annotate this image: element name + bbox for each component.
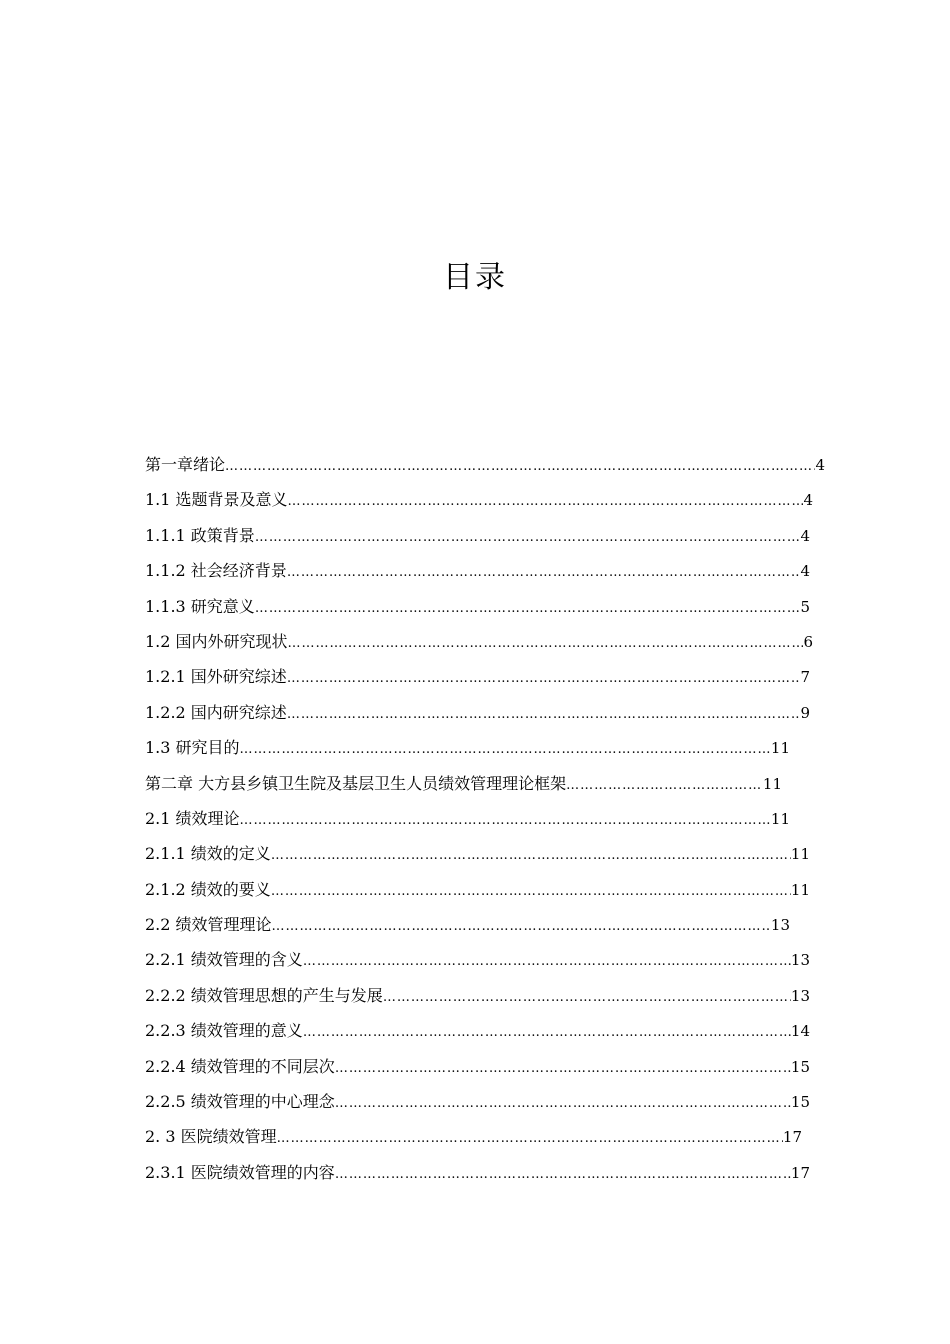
toc-entry-label: 1.3 研究目的 (145, 738, 240, 758)
toc-dot-leader (225, 449, 815, 482)
toc-entry[interactable] (145, 1084, 810, 1119)
toc-dot-leader (240, 803, 771, 836)
toc-dot-leader (271, 874, 791, 907)
toc-entry-page-number: 13 (770, 916, 790, 935)
toc-entry-label: 2.3.1 医院绩效管理的内容 (145, 1162, 335, 1182)
toc-entry-label: 2.1.2 绩效的要义 (145, 879, 271, 899)
toc-entry-page-number: 15 (790, 1057, 810, 1076)
toc-entry-label: 1.1.1 政策背景 (145, 525, 255, 545)
toc-entry-page-number: 13 (790, 951, 810, 970)
toc-entry-label: 2. 3 医院绩效管理 (145, 1127, 277, 1147)
toc-entry-page-number: 15 (790, 1093, 810, 1112)
toc-dot-leader (288, 626, 804, 659)
toc-entry[interactable] (145, 589, 810, 624)
toc-entry[interactable] (145, 1049, 810, 1084)
toc-dot-leader (288, 484, 804, 517)
toc-entry-label: 2.2.4 绩效管理的不同层次 (145, 1056, 335, 1076)
toc-entry-label: 1.1 选题背景及意义 (145, 490, 288, 510)
toc-entry[interactable] (145, 872, 810, 907)
toc-entry[interactable] (145, 978, 810, 1013)
toc-entry-page-number: 11 (770, 739, 790, 758)
toc-entry-page-number: 7 (800, 668, 810, 687)
toc-entry[interactable] (145, 659, 810, 694)
toc-entry[interactable] (145, 695, 810, 730)
toc-entry-label: 1.1.3 研究意义 (145, 596, 255, 616)
toc-entry-page-number: 11 (770, 809, 790, 828)
toc-dot-leader (303, 944, 791, 977)
toc-entry-label: 第二章 大方县乡镇卫生院及基层卫生人员绩效管理理论框架 (145, 773, 567, 793)
toc-entry-label: 1.2.1 国外研究综述 (145, 667, 287, 687)
page-title: 目录 (443, 260, 507, 295)
toc-entry[interactable] (145, 907, 790, 942)
toc-entry-page-number: 5 (800, 597, 810, 616)
toc-entry-label: 2.2 绩效管理理论 (145, 915, 272, 935)
toc-entry[interactable] (145, 942, 810, 977)
toc-dot-leader (255, 591, 801, 624)
toc-entry-label: 第一章绪论 (145, 455, 226, 474)
toc-dot-leader (287, 555, 801, 588)
toc-entry-label: 2.1 绩效理论 (145, 808, 240, 828)
toc-entry-page-number: 11 (790, 880, 810, 899)
table-of-contents (145, 447, 845, 1190)
toc-dot-leader (277, 1121, 783, 1154)
toc-dot-leader (335, 1086, 791, 1119)
toc-entry[interactable] (145, 624, 813, 659)
toc-entry[interactable] (145, 836, 810, 871)
toc-dot-leader (287, 697, 801, 730)
toc-entry[interactable] (145, 1013, 810, 1048)
toc-entry-page-number: 14 (790, 1022, 810, 1041)
toc-entry-label: 2.2.3 绩效管理的意义 (145, 1021, 303, 1041)
toc-entry[interactable] (145, 447, 825, 482)
toc-entry[interactable] (145, 801, 790, 836)
toc-entry-page-number: 17 (782, 1128, 802, 1147)
toc-entry-label: 1.2.2 国内研究综述 (145, 702, 287, 722)
toc-entry[interactable] (145, 553, 810, 588)
toc-dot-leader (287, 661, 801, 694)
toc-entry-label: 2.2.5 绩效管理的中心理念 (145, 1092, 335, 1112)
toc-entry[interactable] (145, 1119, 802, 1154)
toc-entry-page-number: 6 (803, 632, 813, 651)
toc-dot-leader (566, 768, 763, 801)
toc-entry-page-number: 13 (790, 986, 810, 1005)
toc-entry[interactable] (145, 766, 782, 801)
toc-dot-leader (272, 909, 771, 942)
toc-dot-leader (255, 520, 801, 553)
toc-entry-label: 1.2 国内外研究现状 (145, 631, 288, 651)
toc-entry-page-number: 17 (790, 1163, 810, 1182)
toc-dot-leader (335, 1051, 791, 1084)
toc-entry-page-number: 9 (800, 703, 810, 722)
toc-entry-page-number: 11 (762, 774, 782, 793)
toc-entry[interactable] (145, 482, 813, 517)
toc-dot-leader (383, 980, 791, 1013)
toc-entry-page-number: 4 (803, 491, 813, 510)
toc-entry-label: 2.2.2 绩效管理思想的产生与发展 (145, 985, 383, 1005)
toc-entry-label: 2.2.1 绩效管理的含义 (145, 950, 303, 970)
toc-dot-leader (271, 838, 791, 871)
toc-entry-page-number: 4 (815, 456, 825, 474)
toc-entry-label: 2.1.1 绩效的定义 (145, 844, 271, 864)
toc-entry-page-number: 4 (800, 526, 810, 545)
toc-entry[interactable] (145, 730, 790, 765)
toc-entry[interactable] (145, 518, 810, 553)
toc-entry[interactable] (145, 1155, 810, 1190)
toc-dot-leader (335, 1157, 791, 1190)
toc-entry-label: 1.1.2 社会经济背景 (145, 561, 287, 581)
toc-entry-page-number: 4 (800, 562, 810, 581)
toc-entry-page-number: 11 (790, 845, 810, 864)
toc-dot-leader (303, 1015, 791, 1048)
toc-dot-leader (240, 732, 771, 765)
